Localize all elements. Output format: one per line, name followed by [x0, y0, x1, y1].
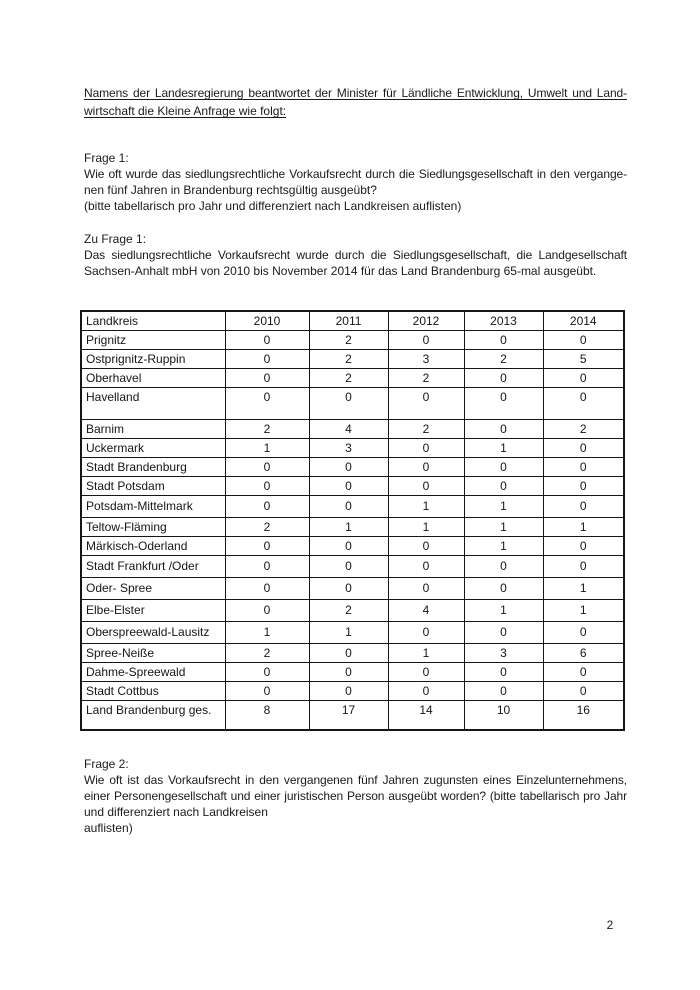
value-cell: 2: [309, 599, 388, 621]
value-cell: 1: [543, 577, 624, 599]
table-row: [81, 555, 624, 577]
landkreis-cell: Barnim: [81, 419, 225, 438]
value-cell: 0: [543, 621, 624, 643]
value-cell: 0: [464, 577, 543, 599]
table-row: [81, 387, 624, 419]
header-landkreis: Landkreis: [81, 311, 225, 330]
value-cell: 1: [309, 621, 388, 643]
value-cell: 0: [309, 457, 388, 476]
value-cell: 0: [309, 387, 388, 419]
table-row: [81, 621, 624, 643]
landkreis-cell: Havelland: [81, 387, 225, 419]
frage2-section: [84, 756, 627, 836]
paragraph-line: auflisten): [84, 821, 133, 835]
landkreis-cell: Märkisch-Oderland: [81, 536, 225, 555]
value-cell: 2: [464, 349, 543, 368]
value-cell: 0: [225, 536, 309, 555]
paragraph-line: wirtschaft die Kleine Anfrage wie folgt:: [84, 104, 287, 118]
value-cell: 1: [464, 438, 543, 457]
value-cell: 0: [543, 681, 624, 700]
header-year-2010: 2010: [225, 311, 309, 330]
value-cell: 0: [464, 555, 543, 577]
table-row: [81, 577, 624, 599]
value-cell: 0: [464, 457, 543, 476]
value-cell: 0: [225, 495, 309, 517]
header-year-2013: 2013: [464, 311, 543, 330]
value-cell: 0: [464, 681, 543, 700]
value-cell: 0: [543, 387, 624, 419]
value-cell: 2: [309, 330, 388, 349]
header-year-2014: 2014: [543, 311, 624, 330]
paragraph-line: Das siedlungsrechtliche Vorkaufsrecht wurde durch die Siedlungsgesellschaft, die Landgesellschaft: [84, 248, 627, 262]
table-row: [81, 643, 624, 662]
value-cell: 0: [309, 536, 388, 555]
value-cell: 0: [388, 662, 464, 681]
table-row: [81, 419, 624, 438]
value-cell: 0: [464, 419, 543, 438]
table-row: [81, 495, 624, 517]
paragraph-line: Wie oft ist das Vorkaufsrecht in den vergangenen fünf Jahren zugunsten eines Einzelunternehmens,: [84, 773, 627, 787]
frage1-section: [84, 150, 627, 214]
table-row: [81, 517, 624, 536]
value-cell: 0: [464, 476, 543, 495]
value-cell: 0: [388, 438, 464, 457]
value-cell: 0: [464, 387, 543, 419]
table-row: [81, 599, 624, 621]
value-cell: 2: [543, 419, 624, 438]
value-cell: 6: [543, 643, 624, 662]
value-cell: 4: [388, 599, 464, 621]
value-cell: 0: [388, 457, 464, 476]
value-cell: 0: [388, 330, 464, 349]
paragraph-line: Namens der Landesregierung beantwortet der Minister für Ländliche Entwicklung, Umwelt und Land-: [84, 86, 627, 100]
landkreis-cell: Stadt Brandenburg: [81, 457, 225, 476]
value-cell: 0: [309, 681, 388, 700]
intro-paragraph: [84, 84, 627, 120]
value-cell: 0: [543, 536, 624, 555]
value-cell: 0: [543, 438, 624, 457]
value-cell: 0: [388, 555, 464, 577]
value-cell: 1: [464, 495, 543, 517]
value-cell: 0: [225, 599, 309, 621]
landkreis-cell: Oberhavel: [81, 368, 225, 387]
value-cell: 0: [464, 662, 543, 681]
table-row: [81, 368, 624, 387]
value-cell: 0: [388, 476, 464, 495]
value-cell: 0: [309, 555, 388, 577]
table-body: [81, 330, 624, 730]
value-cell: 0: [388, 536, 464, 555]
value-cell: 1: [388, 517, 464, 536]
header-year-2012: 2012: [388, 311, 464, 330]
value-cell: 0: [464, 368, 543, 387]
value-cell: 2: [225, 517, 309, 536]
value-cell: 2: [388, 419, 464, 438]
value-cell: 0: [225, 662, 309, 681]
value-cell: 2: [225, 419, 309, 438]
value-cell: 8: [225, 700, 309, 730]
table-row: [81, 681, 624, 700]
value-cell: 0: [309, 662, 388, 681]
table-header-row: [81, 311, 624, 330]
value-cell: 0: [225, 476, 309, 495]
value-cell: 0: [464, 621, 543, 643]
value-cell: 2: [388, 368, 464, 387]
landkreis-cell: Oder- Spree: [81, 577, 225, 599]
value-cell: 1: [388, 495, 464, 517]
frage2-label: Frage 2:: [84, 757, 129, 771]
value-cell: 0: [225, 457, 309, 476]
table-row: [81, 476, 624, 495]
value-cell: 2: [225, 643, 309, 662]
zu-frage1-section: [84, 231, 627, 279]
paragraph-line: und differenziert nach Landkreisen: [84, 805, 268, 819]
header-year-2011: 2011: [309, 311, 388, 330]
landkreis-cell: Land Brandenburg ges.: [81, 700, 225, 730]
value-cell: 0: [388, 681, 464, 700]
value-cell: 0: [543, 330, 624, 349]
value-cell: 16: [543, 700, 624, 730]
page-number: 2: [606, 918, 614, 932]
value-cell: 0: [309, 643, 388, 662]
value-cell: 0: [225, 330, 309, 349]
value-cell: 4: [309, 419, 388, 438]
value-cell: 0: [225, 349, 309, 368]
paragraph-line: Wie oft wurde das siedlungsrechtliche Vorkaufsrecht durch die Siedlungsgesellschaft in den vergange-: [84, 167, 627, 181]
table-row: [81, 330, 624, 349]
landkreis-cell: Prignitz: [81, 330, 225, 349]
value-cell: 3: [464, 643, 543, 662]
value-cell: 14: [388, 700, 464, 730]
value-cell: 5: [543, 349, 624, 368]
table-row: [81, 700, 624, 730]
value-cell: 0: [225, 387, 309, 419]
value-cell: 0: [388, 621, 464, 643]
landkreis-cell: Spree-Neiße: [81, 643, 225, 662]
landkreis-cell: Potsdam-Mittelmark: [81, 495, 225, 517]
landkreis-cell: Stadt Frankfurt /Oder: [81, 555, 225, 577]
table-row: [81, 662, 624, 681]
landkreis-cell: Elbe-Elster: [81, 599, 225, 621]
landkreis-cell: Stadt Potsdam: [81, 476, 225, 495]
vorkaufsrecht-table: [80, 310, 625, 731]
value-cell: 0: [464, 330, 543, 349]
landkreis-cell: Teltow-Fläming: [81, 517, 225, 536]
value-cell: 0: [543, 368, 624, 387]
value-cell: 0: [543, 662, 624, 681]
paragraph-line: einer Personengesellschaft und einer juristischen Person ausgeübt worden? (bitte tabellarisch pro Jahr: [84, 789, 627, 803]
landkreis-cell: Dahme-Spreewald: [81, 662, 225, 681]
table-row: [81, 349, 624, 368]
value-cell: 1: [543, 599, 624, 621]
value-cell: 17: [309, 700, 388, 730]
landkreis-cell: Oberspreewald-Lausitz: [81, 621, 225, 643]
table-row: [81, 457, 624, 476]
frage1-label: Frage 1:: [84, 151, 129, 165]
value-cell: 3: [309, 438, 388, 457]
value-cell: 2: [309, 349, 388, 368]
value-cell: 2: [309, 368, 388, 387]
paragraph-line: (bitte tabellarisch pro Jahr und differenziert nach Landkreisen auflisten): [84, 199, 462, 213]
value-cell: 0: [543, 555, 624, 577]
value-cell: 1: [225, 438, 309, 457]
value-cell: 0: [543, 457, 624, 476]
paragraph-line: Sachsen-Anhalt mbH von 2010 bis November 2014 für das Land Brandenburg 65-mal ausgeübt.: [84, 264, 597, 278]
value-cell: 0: [543, 476, 624, 495]
value-cell: 10: [464, 700, 543, 730]
value-cell: 1: [225, 621, 309, 643]
value-cell: 1: [543, 517, 624, 536]
value-cell: 1: [464, 599, 543, 621]
landkreis-cell: Uckermark: [81, 438, 225, 457]
paragraph-line: nen fünf Jahren in Brandenburg rechtsgültig ausgeübt?: [84, 183, 377, 197]
value-cell: 3: [388, 349, 464, 368]
value-cell: 0: [309, 495, 388, 517]
table-row: [81, 438, 624, 457]
zu-frage1-label: Zu Frage 1:: [84, 232, 147, 246]
landkreis-cell: Stadt Cottbus: [81, 681, 225, 700]
value-cell: 0: [388, 387, 464, 419]
value-cell: 0: [225, 681, 309, 700]
value-cell: 1: [309, 517, 388, 536]
table-row: [81, 536, 624, 555]
value-cell: 0: [225, 577, 309, 599]
value-cell: 1: [464, 536, 543, 555]
value-cell: 1: [464, 517, 543, 536]
value-cell: 0: [225, 368, 309, 387]
value-cell: 1: [388, 643, 464, 662]
landkreis-cell: Ostprignitz-Ruppin: [81, 349, 225, 368]
value-cell: 0: [543, 495, 624, 517]
value-cell: 0: [388, 577, 464, 599]
value-cell: 0: [225, 555, 309, 577]
value-cell: 0: [309, 577, 388, 599]
value-cell: 0: [309, 476, 388, 495]
